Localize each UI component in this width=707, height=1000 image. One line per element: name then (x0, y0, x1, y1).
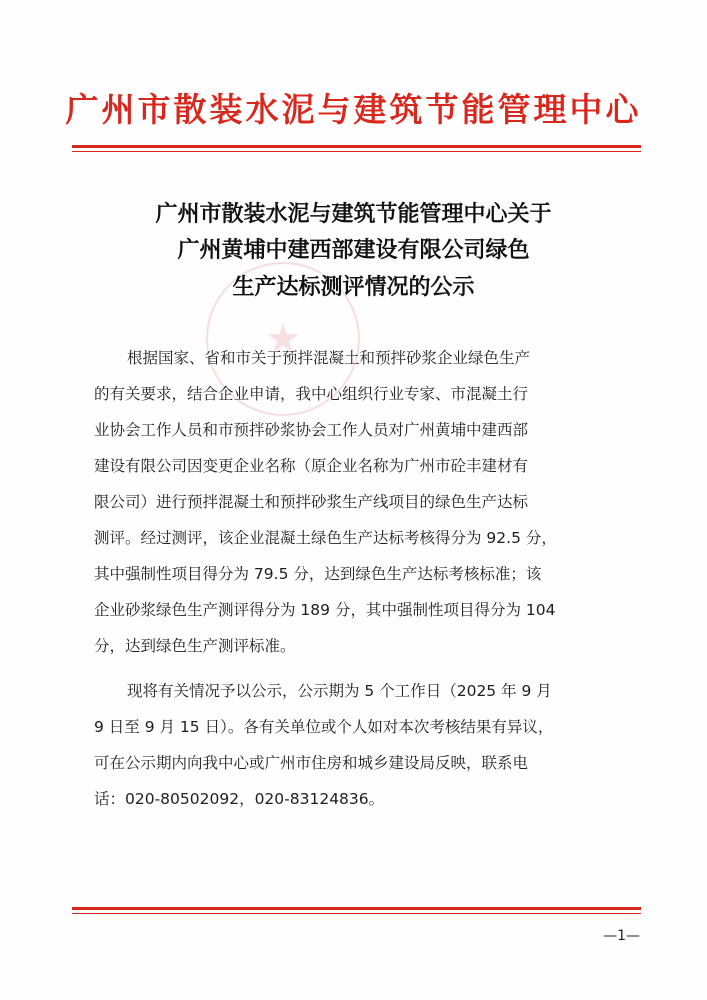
body-paragraph-1 (94, 340, 630, 664)
letterhead-rule-thick (72, 145, 641, 148)
body-line: 其中强制性项目得分为 79.5 分，达到绿色生产达标考核标准；该 (94, 565, 542, 583)
body-line: 根据国家、省和市关于预拌混凝土和预拌砂浆企业绿色生产 (127, 349, 531, 367)
footer-rule-thick (72, 907, 641, 910)
body-line: 现将有关情况予以公示，公示期为 5 个工作日（2025 年 9 月 (127, 682, 552, 700)
body-line: 可在公示期内向我中心或广州市住房和城乡建设局反映，联系电 (94, 754, 529, 772)
footer-rule-thin (72, 913, 641, 914)
star-icon: ★ (265, 316, 301, 362)
body-line: 9 日至 9 月 15 日）。各有关单位或个人如对本次考核结果有异议， (94, 718, 554, 736)
body-line: 分，达到绿色生产测评标准。 (94, 637, 296, 655)
body-line: 建设有限公司因变更企业名称（原企业名称为广州市砼丰建材有 (94, 457, 529, 475)
document-title-line-3: 生产达标测评情况的公示 (232, 274, 475, 300)
body-line: 企业砂浆绿色生产测评得分为 189 分，其中强制性项目得分为 104 (94, 601, 556, 619)
letterhead-title: 广州市散装水泥与建筑节能管理中心 (65, 90, 642, 129)
letterhead-rule-thin (72, 151, 641, 152)
document-title-line-1: 广州市散装水泥与建筑节能管理中心关于 (155, 201, 552, 227)
body-line: 业协会工作人员和市预拌砂浆协会工作人员对广州黄埔中建西部 (94, 421, 529, 439)
body-line: 测评。经过测评，该企业混凝土绿色生产达标考核得分为 92.5 分， (94, 529, 557, 547)
body-line: 的有关要求，结合企业申请，我中心组织行业专家、市混凝土行 (94, 385, 529, 403)
body-line: 话：020-80502092，020-83124836。 (94, 790, 385, 808)
page-number: —1— (603, 928, 640, 944)
body-paragraph-2 (94, 673, 630, 817)
body-line: 限公司）进行预拌混凝土和预拌砂浆生产线项目的绿色生产达标 (94, 493, 529, 511)
document-title-line-2: 广州黄埔中建西部建设有限公司绿色 (177, 237, 530, 263)
